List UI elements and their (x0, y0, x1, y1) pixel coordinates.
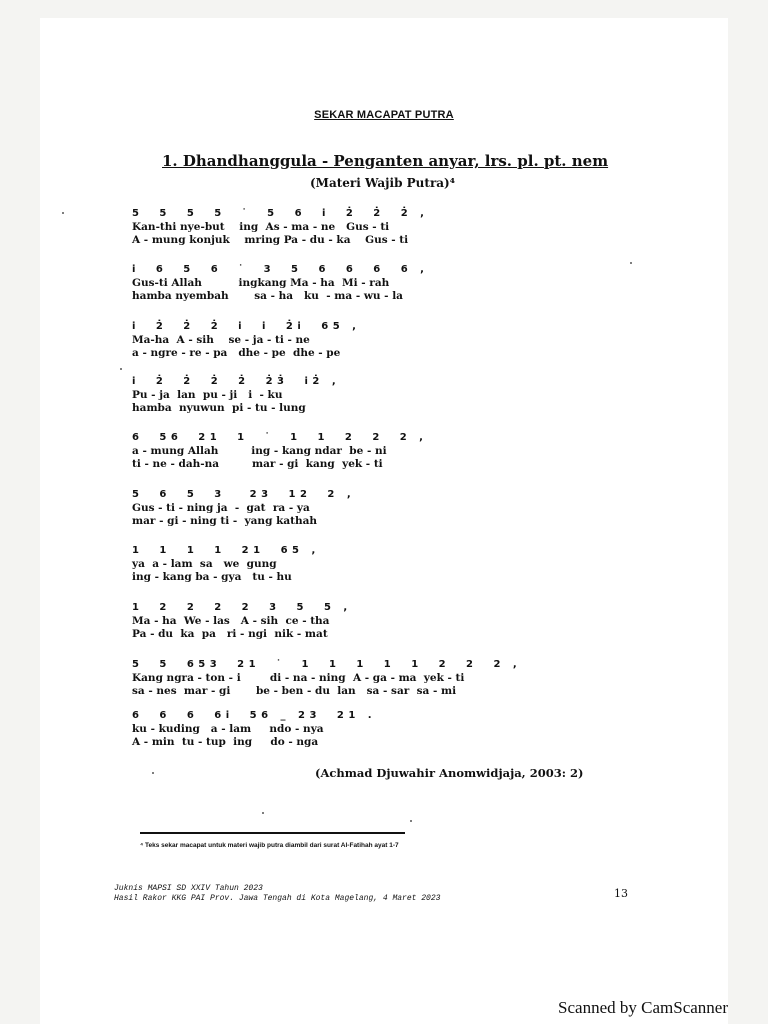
stanza (132, 207, 602, 247)
scan-speck (630, 262, 632, 264)
stanza (132, 488, 602, 528)
stanza (132, 375, 602, 415)
lyric-line: ing - kang ba - gya tu - hu (132, 571, 292, 583)
scan-speck (410, 820, 412, 822)
lyric-line: a - mung Allah ing - kang ndar be - ni (132, 445, 387, 457)
lyric-line: a - ngre - re - pa dhe - pe dhe - pe (132, 347, 341, 359)
notation-line: 1 2 2 2 2 3 5 5 , (132, 602, 352, 613)
song-subtitle: (Materi Wajib Putra)⁴ (310, 176, 455, 190)
scanner-watermark: Scanned by CamScanner (558, 998, 728, 1017)
notation-line: 5 5 653 21 ˙ 1 1 1 1 1 2 2 2 , (132, 659, 522, 670)
lyric-line: sa - nes mar - gi be - ben - du lan sa - sar sa - mi (132, 685, 457, 697)
lyric-line: Kang ngra - ton - i di - na - ning A - ga - ma yek - ti (132, 672, 465, 684)
lyric-line: Pa - du ka pa ri - ngi nik - mat (132, 628, 328, 640)
stanza (132, 709, 602, 749)
notation-line: 1 1 1 1 21 65 , (132, 545, 320, 556)
footer-line: Hasil Rakor KKG PAI Prov. Jawa Tengah di Kota Magelang, 4 Maret 2023 (114, 894, 441, 903)
lyric-line: ti - ne - dah-na mar - gi kang yek - ti (132, 458, 383, 470)
lyric-line: Pu - ja lan pu - ji i - ku (132, 389, 283, 401)
footnote-divider (140, 832, 405, 834)
notation-line: 5 5 5 5 ˙ 5 6 i 2̇ 2̇ 2̇ , (132, 208, 429, 219)
stanza (132, 263, 602, 303)
lyric-line: A - min tu - tup ing do - nga (132, 736, 319, 748)
stanza (132, 658, 602, 698)
lyric-line: A - mung konjuk mring Pa - du - ka Gus - ti (132, 234, 409, 246)
stanza (132, 544, 602, 584)
notation-line: i 2̇ 2̇ 2̇ i i 2̇i 65 , (132, 321, 361, 332)
stanza (132, 431, 602, 471)
scan-speck (120, 368, 122, 370)
page-number: 13 (614, 887, 628, 900)
lyric-line: hamba nyembah sa - ha ku - ma - wu - la (132, 290, 403, 302)
scan-speck (152, 772, 154, 774)
song-title: 1. Dhandhanggula - Penganten anyar, lrs. pl. pt. nem (162, 152, 609, 170)
lyric-line: hamba nyuwun pi - tu - lung (132, 402, 306, 414)
notation-line: 6 6 6 6i 56 _ 23 21 . (132, 710, 377, 721)
scan-speck (262, 812, 264, 814)
lyric-line: Gus - ti - ning ja - gat ra - ya (132, 502, 310, 514)
notation-line: 5 6 5 3 23 12 2 , (132, 489, 356, 500)
stanza (132, 320, 602, 360)
page-footer (114, 884, 440, 904)
lyric-line: Gus-ti Allah ingkang Ma - ha Mi - rah (132, 277, 390, 289)
lyric-line: ku - kuding a - lam ndo - nya (132, 723, 324, 735)
lyric-line: Kan-thi nye-but ing As - ma - ne Gus - ti (132, 221, 390, 233)
footnote: ⁴ Teks sekar macapat untuk materi wajib putra diambil dari surat Al-Fatihah ayat 1-7 (140, 842, 399, 849)
notation-line: 6 56 21 1 ˙ 1 1 2 2 2 , (132, 432, 428, 443)
notation-line: i 2̇ 2̇ 2̇ 2̇ 2̇3̇ i2̇ , (132, 376, 341, 387)
lyric-line: ya a - lam sa we gung (132, 558, 277, 570)
footer-line: Juknis MAPSI SD XXIV Tahun 2023 (114, 884, 263, 893)
lyric-line: Ma-ha A - sih se - ja - ti - ne (132, 334, 310, 346)
stanza (132, 601, 602, 641)
page-header: SEKAR MACAPAT PUTRA (314, 109, 454, 121)
author-credit: (Achmad Djuwahir Anomwidjaja, 2003: 2) (315, 766, 584, 780)
scan-speck (62, 212, 64, 214)
notation-line: i 6 5 6 ˙ 3 5 6 6 6 6 , (132, 264, 429, 275)
lyric-line: Ma - ha We - las A - sih ce - tha (132, 615, 330, 627)
lyric-line: mar - gi - ning ti - yang kathah (132, 515, 318, 527)
